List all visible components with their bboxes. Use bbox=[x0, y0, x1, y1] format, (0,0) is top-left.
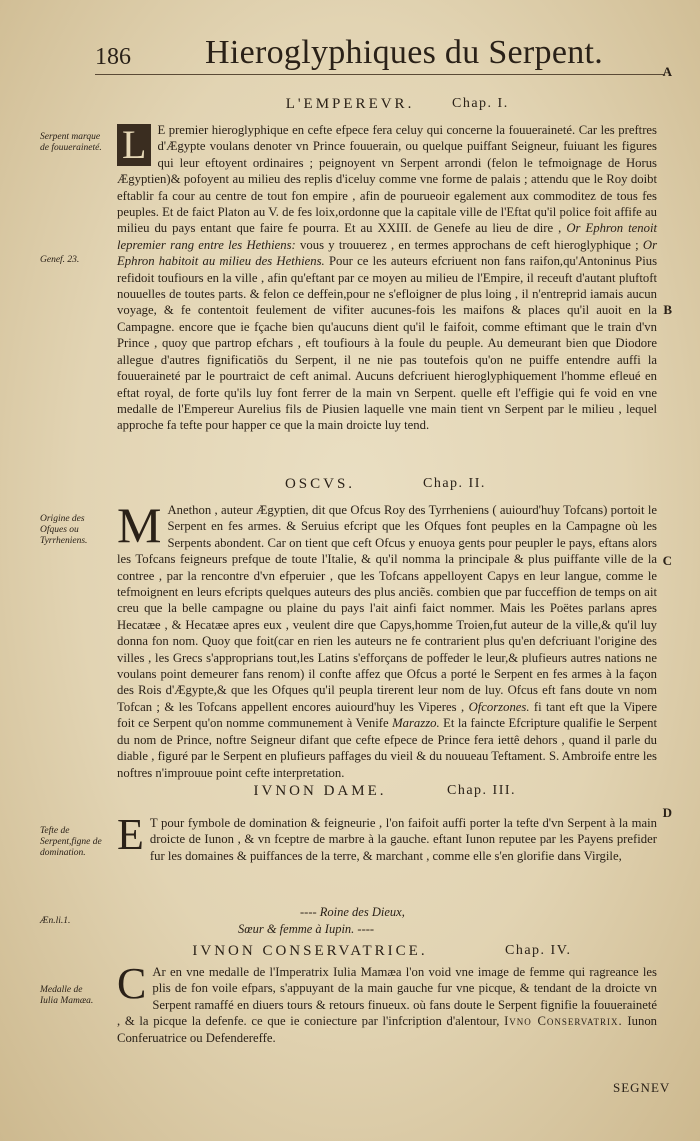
verse-line: ---- Roine des Dieux, bbox=[300, 905, 405, 919]
margin-note: Æn.li.1. bbox=[40, 916, 71, 926]
chapter-heading-1 bbox=[0, 96, 700, 116]
paragraph-text: fi tant eft que la Vipere foit ce Serpent qu'on nomme communement à Venife bbox=[117, 699, 658, 731]
drop-cap: L bbox=[117, 124, 151, 166]
margin-note: Tefte de Serpent,figne de domination. bbox=[40, 826, 102, 858]
margin-note: Serpent marque de fouueraineté. bbox=[40, 132, 102, 153]
chapter-number: Chap. III. bbox=[447, 783, 517, 798]
margin-letter-c: C bbox=[662, 553, 672, 568]
chapter-title: IVNON DAME. bbox=[253, 783, 387, 799]
drop-cap: M bbox=[117, 497, 162, 553]
quotation: Ofcorzones. bbox=[468, 699, 530, 714]
verse-line: Sœur & femme à Iupin. ---- bbox=[238, 922, 375, 936]
chapter-heading-2 bbox=[0, 476, 700, 496]
margin-note: Genef. 23. bbox=[40, 255, 80, 265]
quotation: Or Ephron tenoit lepremier rang entre les Hethiens: bbox=[117, 221, 657, 252]
margin-note: Origine des Ofques ou Tyrrheniens. bbox=[40, 514, 88, 546]
catchword: SEGNEV bbox=[613, 1080, 671, 1095]
paragraph-text: Iunon Conferuatrice ou Defendereffe. bbox=[117, 1014, 658, 1045]
chapter-number: Chap. II. bbox=[423, 476, 486, 491]
chapter-title: OSCVS. bbox=[284, 476, 356, 492]
paragraph-text: vous y trouuerez , en termes approchans de ceft hieroglyphique ; bbox=[300, 237, 639, 252]
drop-cap: E bbox=[117, 810, 144, 859]
inscription: Ivno Conservatrix. bbox=[504, 1014, 623, 1029]
paragraph-text: E premier hieroglyphique en cefte efpece fera celuy qui concerne la fouueraineté. Car les preftres d'Ægypte voulans denoter vn Prince fouuerain, ou quelque puiffant Seigneur, fuiuant les figures qui leur eftoyent ordinaires ; peignoyent vn Serpent arrondi (felon le tefmoignage de Horus Ægyptien)& pofoyent au milieu des replis d'iceluy comme vne forme de palais ; attendu que le Roy doibt eftablir fa cour au centre de tout fon empire , afin de pourueoir egalement aux commoditez de tous fes peuples. Et de faict Platon au V. de fes loix,ordonne que la capitale ville de l'Eftat qu'il police foit affife au milieu du pays entant que faire fe pourra. Et au XXIII. de Genefe au lieu de dire , bbox=[117, 123, 657, 236]
chapter-number: Chap. I. bbox=[452, 96, 509, 111]
paragraph-text: T pour fymbole de domination & feigneurie , l'on faifoit auffi porter la tefte d'vn Serpent à la main droicte de Iunon , & vn fceptre de marbre à la gauche. eftant Iunon reputee par les Payens prefider fur les domaines & puiffances de la terre, & marchant , comme elle s'en glorifie dans Virgile, bbox=[149, 816, 657, 863]
page-header bbox=[95, 30, 665, 75]
margin-letter-b: B bbox=[663, 302, 672, 317]
paragraph-text: Pour ce les auteurs efcriuent non fans raifon,qu'Antoninus Pius refidoit toufiours en la ville , afin qu'eftant par ce moyen au milieu de l'Empire, il receuft d'autant pluftoft nouuelles de toutes parts. & felon ce deffein,pour ne s'efloigner de plus loing , il n'entreprid iamais aucun voyage, & fe contentoit feulement de vifiter aucunes-fois les maifons & places qu'il auoit en la Campagne. encore que ie fçache bien qu'aucuns dient qu'il le faifoit, comme eftimant que le train d'vn Prince , quoy que partrop efchars , eft toufiours à la foule du peuple. Au demeurant bien que Diodore allegue d'autres fignificatiõs du Serpent, il ne nie pas toutefois qu'on ne puiffe entendre auffi la fouueraineté par le pourtraict de ceft animal. Aucuns defcriuent hieroglyphiquement l'homme efleué en eftat royal, de forte qu'ils luy font ferrer de la main vn Serpent. quelle eft l'effigie qui fe void en vne medalle de l'Empereur Aurelius fils de Piusien laquelle vne main tient vn Serpent par le milieu , lequel approche fa tefte pour happer ce que la main droicte luy tend. bbox=[117, 254, 658, 433]
chapter-number: Chap. IV. bbox=[505, 943, 572, 958]
margin-note: Medalle de Iulia Mamæa. bbox=[40, 985, 94, 1006]
paragraph-text: Ar en vne medalle de l'Imperatrix Iulia Mamæa l'on void vne image de femme qui ragreance les plis de fon voile efpars, s'appuyant de la main gauche fur vne picque, & tendant de la droicte vn Serpent ramaffé en diuers tours & retours finueux. où fans doute le Serpent fignifie la fouueraineté , & la picque la defenfe. ce que ie coniecture par l'infcription d'alentour, bbox=[117, 965, 657, 1029]
paragraph-text: Et la faincte Efcripture qualifie le Serpent du nom de Prince, noftre Seigneur difant que cefte efpece de Prince fera iettê dehors , quand il parle du diable , figuré par le Serpent en plufieurs paffages du vieil & du nouueau Teftament. S. Ambroife entre les noftres n'improuue point cefte interpretation. bbox=[117, 716, 658, 780]
margin-letter-d: D bbox=[662, 805, 672, 820]
chapter-title: IVNON CONSERVATRICE. bbox=[192, 943, 428, 959]
chapter-text-3 bbox=[117, 810, 657, 864]
chapter-text-2 bbox=[117, 497, 658, 781]
margin-letter-a: A bbox=[662, 64, 672, 79]
quotation: Or Ephron habitoit au milieu des Hethiens. bbox=[117, 237, 658, 269]
running-title: Hieroglyphiques du Serpent. bbox=[205, 34, 604, 71]
chapter-heading-4 bbox=[0, 943, 700, 963]
chapter-text-4 bbox=[117, 959, 658, 1046]
chapter-heading-3 bbox=[0, 783, 700, 803]
chapter-text-1 bbox=[117, 122, 657, 434]
drop-cap: C bbox=[117, 959, 147, 1008]
paragraph-text: Anethon , auteur Ægyptien, dit que Ofcus Roy des Tyrrheniens ( auiourd'huy Tofcans) portoit le Serpent en fes armes. & Seruius efcript que les Ofques font peuples en la Campagne où les Serpents abondent. Car on tient que ceft Ofcus y enuoya gents pour peupler le pays, eftans alors les Tofcans feigneurs prefque de toute l'Italie, & qu'il nomma la principale & plus puiffante ville de la contree , par la rencontre d'vn efperuier , que les Tofcans appelloyent Capys en leur langue, comme le tefmoignent en leurs efcripts quelques auteurs des plus anciẽs. combien que par fucceffion de temps on ait creu que la belle campagne ou plaine du pays l'ait ainfi faict nommer. Mais les Poëtes parlans apres Hecatæe , & Hecatæe apres eux , veulent dire que Capys,homme Troien,fut auteur de la ville,& qu'il luy donna fon nom. Quoy que foit(car en rien les auteurs ne fe contrarient plus qu'en defcriuant l'origine des villes , les Grecs s'approprians tout,les Latins s'efforçans de poffeder le leur,& plufieurs autres nations ne voulans point demeurer fans renom) il confte affez que Ofcus a porté le Serpent en fes armes à la façon des Rois d'Ægypte,& que les Ofques qu'il peupla tirerent leur nom de luy. Ofcus eft fans doute vn nom Tofcan ; & les Tofcans appellent encores auiourd'huy les Viperes , bbox=[117, 503, 657, 714]
quotation: Marazzo. bbox=[392, 716, 440, 731]
page-number: 186 bbox=[95, 44, 131, 70]
chapter-title: L'EMPEREVR. bbox=[285, 96, 415, 112]
